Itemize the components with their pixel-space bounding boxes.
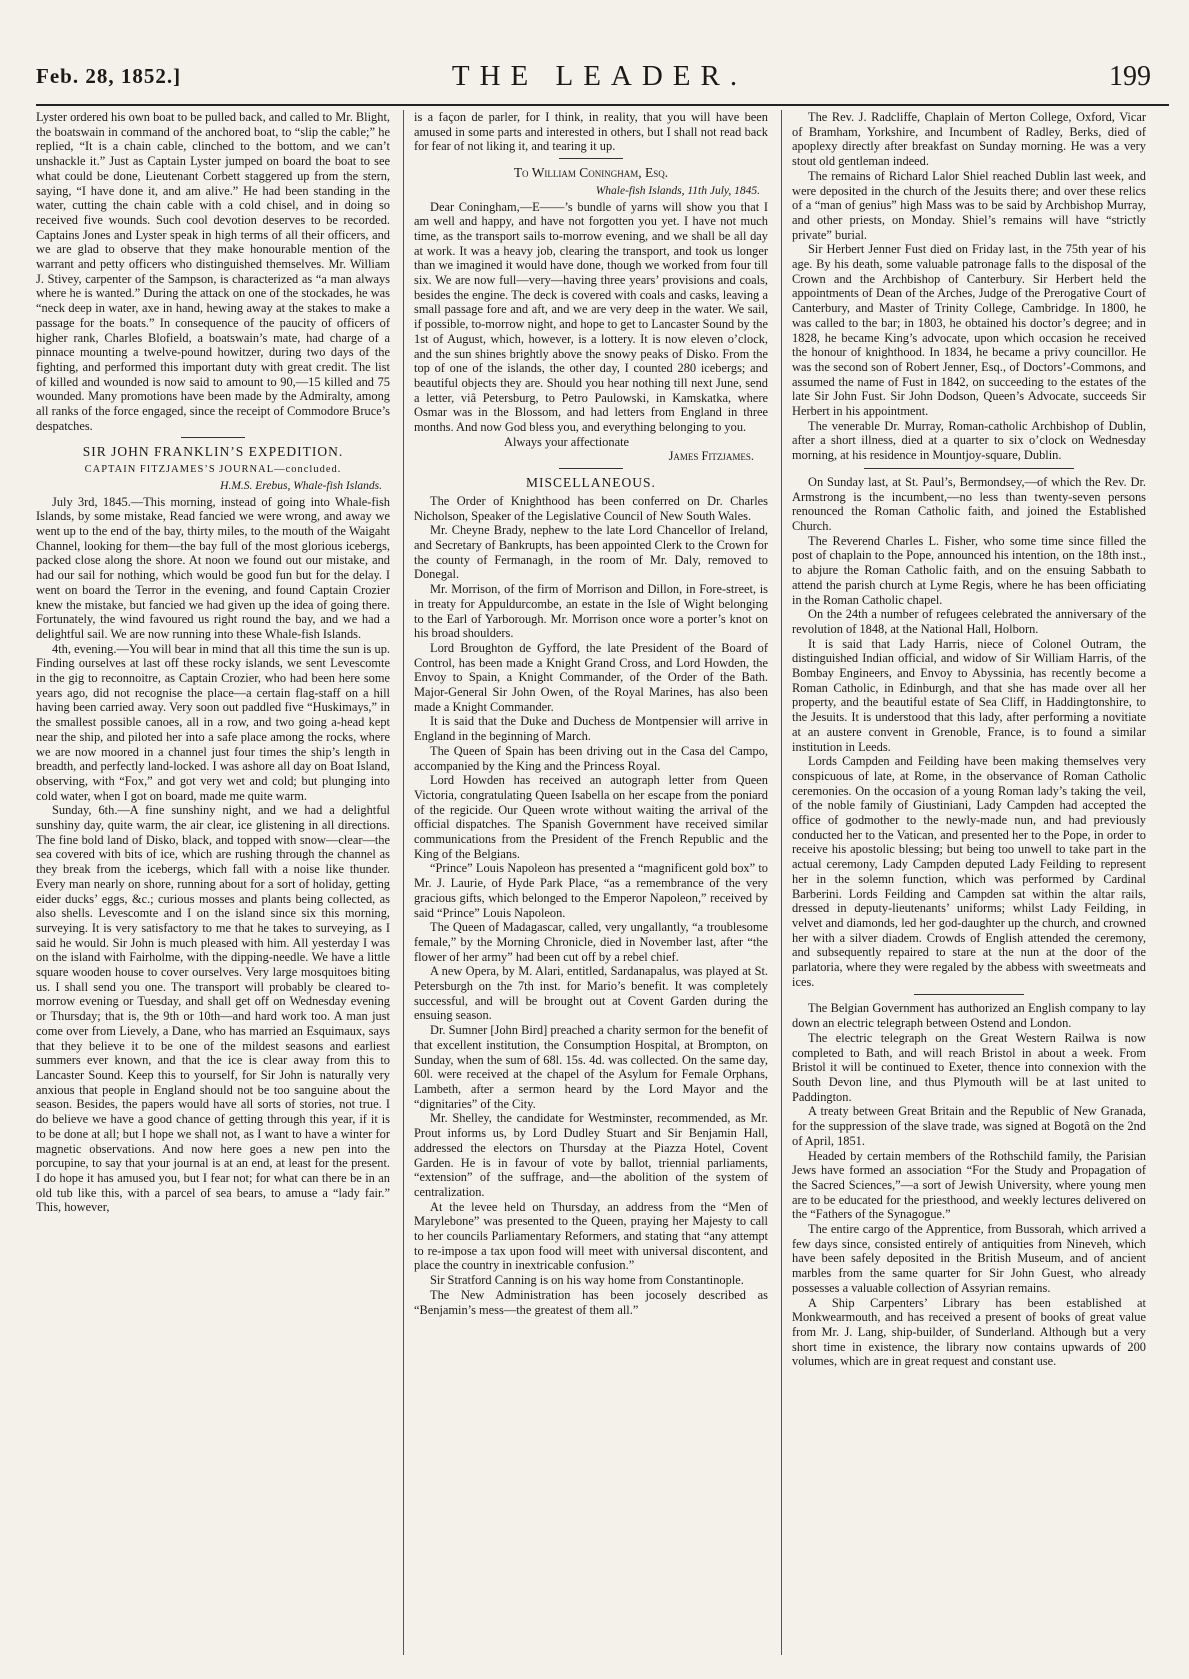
news-item: The Order of Knighthood has been conferred on Dr. Charles Nicholson, Speaker of the Legislative Council of New South Wales. — [414, 493, 768, 523]
news-item: A treaty between Great Britain and the Republic of New Granada, for the suppression of the slave trade, was signed at Bogotâ on the 2nd of April, 1851. — [792, 1104, 1146, 1148]
dateline: Whale-fish Islands, 11th July, 1845. — [595, 184, 760, 197]
news-item: A new Opera, by M. Alari, entitled, Sardanapalus, was played at St. Petersburgh on the 7th inst. for Mario’s benefit. It was completely successful, and will be brought out at Covent Garden during the ensuing season. — [414, 964, 768, 1023]
news-item: The New Administration has been jocosely described as “Benjamin’s mess—the greatest of them all.” — [414, 1287, 768, 1317]
section-rule — [864, 468, 1074, 469]
article-paragraph: is a façon de parler, for I think, in reality, that you will have been amused in some parts and interested in others, but I shall not read back for fear of not liking it, and tearing it up. — [414, 110, 768, 154]
news-item: A Ship Carpenters’ Library has been established at Monkwearmouth, and has received a present of books of great value from Mr. J. Lang, ship-builder, of Sunderland. Although but a very short time in existence, the library now contains upwards of 200 volumes, which are in great request and constant use. — [792, 1295, 1146, 1369]
news-item: The Belgian Government has authorized an English company to lay down an electric telegraph between Ostend and London. — [792, 1001, 1146, 1031]
masthead — [30, 58, 1169, 102]
news-item: Sir Herbert Jenner Fust died on Friday last, in the 75th year of his age. By his death, some valuable patronage falls to the disposal of the Crown and the Archbishop of Canterbury. Sir Herbert held the appointments of Dean of the Arches, Judge of the Prerogative Court of Canterbury, and Master of Trinity College, Cambridge. In 1800, he was called to the bar; in 1803, he obtained his doctor’s degree; and in 1828, he became King’s advocate, upon which occasion he received the honour of knighthood. In 1834, he became a privy councillor. He was the second son of Robert Jenner, Esq., of Doctors’-Commons, and assumed the name of Fust in 1842, on succeeding to the estates of the late Sir John Fust. Sir John Dodson, Queen’s Advocate, succeeds Sir Herbert in his appointment. — [792, 242, 1146, 419]
column-1 — [36, 110, 390, 1659]
section-rule — [181, 437, 245, 438]
news-item: Mr. Shelley, the candidate for Westminster, recommended, as Mr. Prout informs us, by Lord Dudley Stuart and Sir Benjamin Hall, addressed the electors on Thursday at the Piazza Hotel, Covent Garden. He is in favour of vote by ballot, triennial parliaments, “extension” of the suffrage, and—the abolition of the system of centralization. — [414, 1111, 768, 1199]
article-paragraph: July 3rd, 1845.—This morning, instead of going into Whale-fish Islands, by some mistake, Read fancied we were wrong, and away we went up to the end of the bay, thirty miles, to the mouth of the Waigaht Channel, looking for them—the bay full of the most glorious icebergs, packed close along the shore. At noon we found out our mistake, and had our sail for nothing, which would be good fun but for the delay. I went on board the Terror in the evening, and found Captain Crozier knew the mistake, but fancied we had given up the idea of going there. Fortunately, the wind favoured us right round the bay, and we had a delightful sail. We are now running into these Whale-fish Islands. — [36, 494, 390, 641]
section-subheading: CAPTAIN FITZJAMES’S JOURNAL—concluded. — [84, 464, 342, 476]
section-heading: MISCELLANEOUS. — [526, 475, 656, 491]
letter-heading: To William Coningham, Esq. — [513, 165, 669, 181]
dateline: H.M.S. Erebus, Whale-fish Islands. — [220, 479, 382, 492]
news-item: On Sunday last, at St. Paul’s, Bermondsey,—of which the Rev. Dr. Armstrong is the incumbent,—no less than twenty-seven persons renounced the Roman Catholic faith, and joined the Established Church. — [792, 474, 1146, 533]
news-item: Sir Stratford Canning is on his way home from Constantinople. — [430, 1273, 744, 1288]
issue-date: Feb. 28, 1852.] — [36, 64, 182, 88]
article-paragraph: Lyster ordered his own boat to be pulled back, and called to Mr. Blight, the boatswain in command of the anchored boat, to “slip the cable;” he replied, “It is a chain cable, clinched to the bottom, and we can’t unshackle it.” Just as Captain Lyster jumped on board the boat to see what could be done, Lieutenant Corbett staggered up from the stern, saying, “I have done it, and am alive.” He had been standing in the water, cutting the chain cable with a cold chisel, and in doing so received five wounds. Such cool devotion deserves to be recorded. Captains Jones and Lyster speak in high terms of all their officers, and we are glad to observe that they make honourable mention of the warrant and petty officers who distinguished themselves. Mr. William J. Stivey, carpenter of the Sampson, is characterized as “a man always where he is wanted.” During the attack on one of the stockades, he was “neck deep in water, axe in hand, hewing away at the stakes to make a passage for the boats.” In consequence of the paucity of officers of higher rank, Charles Blofield, a boatswain’s mate, had charge of a pinnace mounting a twelve-pound howitzer, during two days of the fighting, and performed this important duty with great credit. The list of killed and wounded is now said to amount to 90,—15 killed and 75 wounded. Many promotions have been made by the Admiralty, among all ranks of the force engaged, since the receipt of Commodore Bruce’s despatches. — [36, 110, 390, 433]
news-item: The Reverend Charles L. Fisher, who some time since filled the post of chaplain to the Pope, announced his intention, on the 18th inst., to abjure the Roman Catholic faith, and on the ensuing Sabbath to attend the parish church at Lyme Regis, where he has been officiating in the Roman Catholic chapel. — [792, 533, 1146, 607]
letter-closing — [414, 435, 768, 450]
news-item: “Prince” Louis Napoleon has presented a “magnificent gold box” to Mr. J. Laurie, of Hyde Park Place, “as a remembrance of the very gracious gifts, which belonged to the Emperor Napoleon,” received by said “Prince” Louis Napoleon. — [414, 861, 768, 920]
column-2 — [414, 110, 768, 1659]
newspaper-title: THE LEADER. — [451, 60, 748, 92]
article-paragraph: 4th, evening.—You will bear in mind that all this time the sun is up. Finding ourselves at last off these rocky islands, we sent Levescomte in the gig to reconnoitre, as Captain Crozier, who had been here some years ago, did not recognise the place—a certain flag-staff on a hill having been carried away. Very soon out paddled five “Huskimays,” in the smallest possible canoes, all in a row, and two going a-head kept near the ship, and piloted her into a safe place among the rocks, where we are now moored in a channel just four times the ship’s length in breadth, and perfectly land-locked. I was ashore all day on Boat Island, observing, with “Fox,” and got very wet and cold; but plunging into cold water, when I got on board, made me quite warm. — [36, 641, 390, 803]
news-item: The remains of Richard Lalor Shiel reached Dublin last week, and were deposited in the church of the Jesuits there; and over these relics of a “man of genius” high Mass was to be said by Archbishop Murray, and other priests, on Monday. Shiel’s remains will have “strictly private” burial. — [792, 168, 1146, 242]
page-number: 199 — [1109, 61, 1151, 92]
section-rule — [914, 994, 1024, 995]
column-divider — [403, 110, 404, 1655]
news-item: Lords Campden and Feilding have been making themselves very conspicuous of late, at Rome, in the observance of Roman Catholic ceremonies. On the occasion of a young Roman lady’s taking the veil, of the noble family of Giustiniani, Lady Campden had accepted the office of godmother to the newly-made nun, and had previously conducted her to the Vatican, and presented her to the Pope, in order to receive his apostolic blessing; but being too unwell to take part in the actual ceremony, Lady Campden deputed Lady Feilding to represent her in the solemn function, which was performed by Cardinal Barberini. Lords Feilding and Campden sat within the altar rails, dressed in deputy-lieutenants’ uniforms; whilst Lady Feilding, in velvet and diamonds, led her god-daughter up the church, and crowned her with a silver diadem. Crowds of English attended the ceremony, and subsequently repaired to stare at the nun at the door of the parlatoria, where they were regaled by the abbess with sweetmeats and ices. — [792, 754, 1146, 989]
letter-closing-text: Always your affectionate — [504, 434, 630, 449]
section-heading: SIR JOHN FRANKLIN’S EXPEDITION. — [82, 444, 344, 460]
section-rule — [559, 468, 623, 469]
news-item: The Queen of Madagascar, called, very ungallantly, “a troublesome female,” by the Morning Chronicle, died in November last, after “the flower of her army” had been cut off by a rebel chief. — [414, 920, 768, 964]
article-paragraph: Sunday, 6th.—A fine sunshiny night, and we had a delightful sunshiny day, quite warm, the air clear, ice glistening in all directions. The fine bold land of Disko, black, and topped with snow—clear—the sea covered with bits of ice, which are rushing through the channel as they break from the icebergs, which fall with a noise like thunder. Every man nearly on shore, running about for a sort of holiday, getting eider ducks’ eggs, &c.; curious mosses and plants being collected, as also shells. Levescomte and I on the island since six this morning, surveying. It is very satisfactory to me that he takes to surveying, as I said he would. Sir John is much pleased with him. All yesterday I was on the island with Fairholme, with the dipping-needle. We have a little square wooden house to cover ourselves. Very large mosquitoes biting us. I shall send you one. The transport will probably be cleared to-morrow evening or Tuesday, and shall get off on Wednesday evening or Thursday; that is, the 9th or 10th—and hard work too. A man just come over from Lievely, a Dane, who has married an Esquimaux, says that they believe it to be one of the mildest seasons and earliest summers ever known, and that the ice is clear away from this to Lancaster Sound. Keep this to yourself, for Sir John is naturally very anxious that people in England should not be too sanguine about the season. Besides, the papers would have all sorts of stories, not true. I do believe we have a good chance of getting through this year, if it is to be done at all; but I hope we shall not, as I want to have a winter for magnetic observations. And now here goes a new pen into the porcupine, to say that your journal is at an end, at least for the present. I do hope it has amused you, but I fear not; for what can there be in an old tub like this, with a parcel of sea bears, to amuse a “lady fair.” This, however, — [36, 803, 390, 1215]
news-item: The Queen of Spain has been driving out in the Casa del Campo, accompanied by the King and the Princess Royal. — [414, 743, 768, 773]
column-divider — [781, 110, 782, 1655]
news-item: It is said that Lady Harris, niece of Colonel Outram, the distinguished Indian official, and widow of Sir William Harris, of the Bombay Engineers, and Envoy to Abyssinia, has recently become a Roman Catholic, in Edinburgh, and that she has made over all her property, and the beautiful estate of Sea Cliff, in Haddingtonshire, to the Jesuits. It is understood that this lady, after performing a novitiate at an austere convent in Grenoble, France, is to found a similar institution in Leeds. — [792, 636, 1146, 754]
news-item: Lord Howden has received an autograph letter from Queen Victoria, congratulating Queen Isabella on her escape from the poniard of the regicide. Our Queen wrote without waiting the arrival of the official dispatches. The Spanish Government have received similar communications from the President of the French Republic and the King of the Belgians. — [414, 773, 768, 861]
letter-body: Dear Coningham,—E——’s bundle of yarns will show you that I am well and happy, and have not forgotten you yet. I have not much time, as the transport sails to-morrow evening, and we shall be all day at work. It was a heavy job, clearing the transport, and took us longer than we imagined it would have done, though we worked from four till six. We are now full—very—having three years’ provisions and coals, besides the engine. The deck is covered with coals and casks, leaving a small passage fore and aft, and we are very deep in the water. We sail, if possible, to-morrow night, and hope to get to Lancaster Sound by the 1st of August, which, however, is a lottery. It is now eleven o’clock, and the sun shines brightly above the snowy peaks of Disko. From the top of one of the islands, the other day, I counted 280 icebergs; and beautiful objects they are. Should you hear nothing till next June, send a letter, viâ Petersburg, to Petro Paulowski, in Kamskatka, where Osmar was in the Blossom, and had letters from England in three months. And now God bless you, and everything belonging to you. — [414, 199, 768, 435]
news-item: Lord Broughton de Gyfford, the late President of the Board of Control, has been made a Knight Grand Cross, and Lord Howden, the Envoy to Spain, a Knight Commander, of the Order of the Bath. Major-General Sir John Owen, of the Royal Marines, has also been made a Knight Commander. — [414, 640, 768, 714]
news-item: Mr. Cheyne Brady, nephew to the late Lord Chancellor of Ireland, and Secretary of Bankrupts, has been appointed Clerk to the Crown for the county of Fermanagh, in the room of Mr. Daly, removed to Donegal. — [414, 523, 768, 582]
news-item: The entire cargo of the Apprentice, from Bussorah, which arrived a few days since, consisted entirely of antiquities from Nineveh, which have been safely deposited in the British Museum, and of ancient marbles from the same quarter for Sir John Guest, who already possesses a valuable collection of Assyrian remains. — [792, 1222, 1146, 1295]
news-item: At the levee held on Thursday, an address from the “Men of Marylebone” was presented to the Queen, praying her Majesty to call to her councils Parliamentary Reformers, and stating that “any attempt to re-impose a tax upon food will meet with universal discontent, and place the country in inextricable confusion.” — [414, 1199, 768, 1273]
news-item: Headed by certain members of the Rothschild family, the Parisian Jews have formed an association “For the Study and Propagation of the Sacred Sciences,”—a sort of Jewish University, where young men are to be educated for the priesthood, and weekly lectures delivered on the “Fathers of the Synagogue.” — [792, 1148, 1146, 1222]
news-item: Dr. Sumner [John Bird] preached a charity sermon for the benefit of that excellent institution, the Consumption Hospital, at Brompton, on Sunday, when the sum of 68l. 15s. 4d. was collected. On the same day, 60l. were received at the chapel of the Asylum for Female Orphans, Lambeth, after a sermon heard by the Lord Mayor and the “dignitaries” of the City. — [414, 1023, 768, 1111]
section-rule — [559, 158, 623, 159]
letter-signature: James Fitzjames. — [668, 449, 754, 464]
news-item: Mr. Morrison, of the firm of Morrison and Dillon, in Fore-street, is in treaty for Appuldurcombe, an estate in the Isle of Wight belonging to the Earl of Yarborough. Mr. Morrison once wore a porter’s knot on his broad shoulders. — [414, 582, 768, 641]
news-item: The Rev. J. Radcliffe, Chaplain of Merton College, Oxford, Vicar of Bramham, Yorkshire, and Incumbent of Radley, Berks, died of apoplexy directly after breakfast on Sunday morning. He was a very stout old gentleman indeed. — [792, 110, 1146, 169]
news-item: It is said that the Duke and Duchess de Montpensier will arrive in England in the beginning of March. — [414, 714, 768, 744]
masthead-rule — [36, 104, 1169, 106]
news-item: The venerable Dr. Murray, Roman-catholic Archbishop of Dublin, after a short illness, died at a quarter to six o’clock on Wednesday morning, at his residence in Mountjoy-square, Dublin. — [792, 418, 1146, 463]
news-item: On the 24th a number of refugees celebrated the anniversary of the revolution of 1848, at the National Hall, Holborn. — [792, 607, 1146, 636]
news-item: The electric telegraph on the Great Western Railwa is now completed to Bath, and will reach Bristol in about a week. From Bristol it will be continued to Exeter, thence into connexion with the South Devon line, and thus Plymouth will be at last united to Paddington. — [792, 1030, 1146, 1104]
column-3 — [792, 110, 1146, 1659]
